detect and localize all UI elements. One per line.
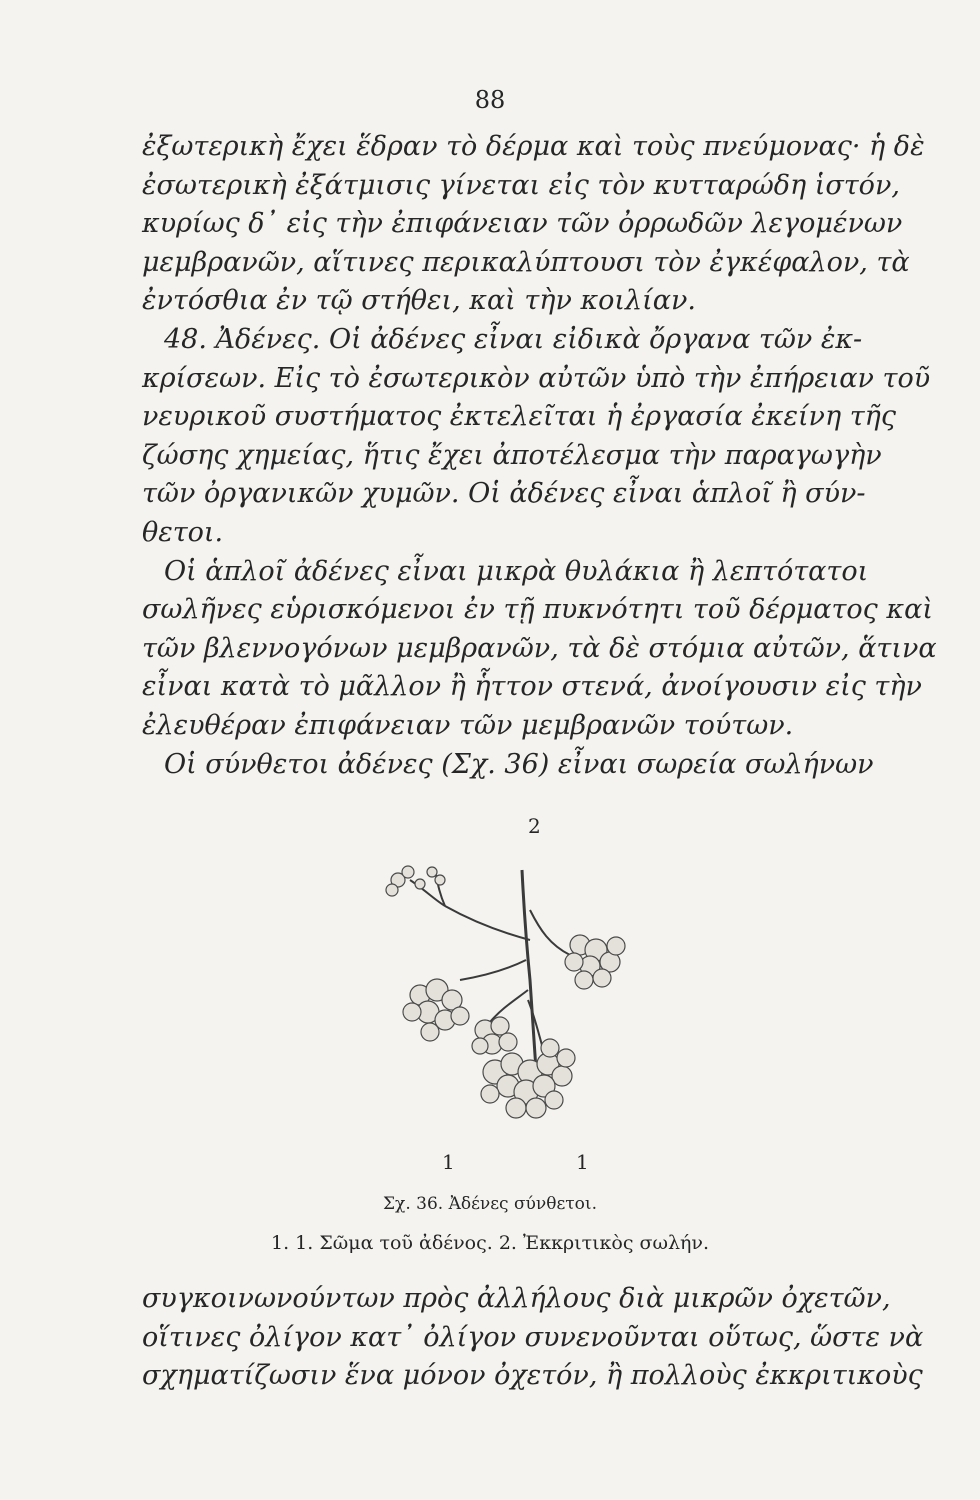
figure-caption: Σχ. 36. Ἀδένες σύνθετοι. bbox=[383, 1194, 597, 1214]
text-line: εἶναι κατὰ τὸ μᾶλλον ἢ ἧττον στενά, ἀνοίγουσιν εἰς τὴν bbox=[142, 671, 922, 703]
text-line: κρίσεων. Εἰς τὸ ἐσωτερικὸν αὐτῶν ὑπὸ τὴν ἐπήρειαν τοῦ bbox=[142, 362, 931, 394]
compound-gland-illustration bbox=[340, 850, 760, 1150]
text-line: τῶν ὀργανικῶν χυμῶν. Οἱ ἀδένες εἶναι ἁπλοῖ ἢ σύν- bbox=[142, 478, 866, 510]
text-line: ἐσωτερικὴ ἐξάτμισις γίνεται εἰς τὸν κυτταρώδη ἱστόν, bbox=[142, 169, 900, 201]
text-line: θετοι. bbox=[142, 516, 224, 548]
section-heading-line: 48. Ἀδένες. Οἱ ἀδένες εἶναι εἰδικὰ ὄργανα τῶν ἐκ- bbox=[164, 323, 863, 355]
text-line: κυρίως δ᾽ εἰς τὴν ἐπιφάνειαν τῶν ὀρρωδῶν λεγομένων bbox=[142, 208, 903, 240]
paragraph-start-line: Οἱ ἁπλοῖ ἀδένες εἶναι μικρὰ θυλάκια ἢ λεπτότατοι bbox=[164, 555, 869, 587]
text-line: νευρικοῦ συστήματος ἐκτελεῖται ἡ ἐργασία ἐκείνη τῆς bbox=[142, 401, 896, 433]
text-line: ζώσης χημείας, ἥτις ἔχει ἀποτέλεσμα τὴν παραγωγὴν bbox=[142, 439, 882, 471]
text-line: τῶν βλεννογόνων μεμβρανῶν, τὰ δὲ στόμια αὐτῶν, ἅτινα bbox=[142, 632, 937, 664]
text-line: ἐλευθέραν ἐπιφάνειαν τῶν μεμβρανῶν τούτων. bbox=[142, 709, 794, 741]
text-line: μεμβρανῶν, αἵτινες περικαλύπτουσι τὸν ἐγκέφαλον, τὰ bbox=[142, 246, 910, 278]
paragraph-start-line: Οἱ σύνθετοι ἀδένες (Σχ. 36) εἶναι σωρεία σωλήνων bbox=[164, 748, 874, 780]
body-text-bottom bbox=[142, 1280, 924, 1396]
text-line: σωλῆνες εὑρισκόμενοι ἐν τῇ πυκνότητι τοῦ δέρματος καὶ bbox=[142, 594, 933, 626]
figure-label-body-left: 1 bbox=[442, 1150, 455, 1174]
gland-figure bbox=[340, 810, 760, 1190]
figure-label-body-right: 1 bbox=[576, 1150, 589, 1174]
text-line: ἐντόσθια ἐν τῷ στήθει, καὶ τὴν κοιλίαν. bbox=[142, 285, 696, 317]
text-line: συγκοινωνούντων πρὸς ἀλλήλους διὰ μικρῶν ὀχετῶν, bbox=[142, 1283, 891, 1314]
figure-label-duct: 2 bbox=[528, 814, 541, 838]
text-line: σχηματίζωσιν ἕνα μόνον ὀχετόν, ἢ πολλοὺς ἐκκριτικοὺς bbox=[142, 1360, 923, 1392]
text-line: ἐξωτερικὴ ἔχει ἕδραν τὸ δέρμα καὶ τοὺς πνεύμονας· ἡ δὲ bbox=[142, 131, 925, 162]
page-number: 88 bbox=[474, 86, 506, 114]
text-line: οἵτινες ὀλίγον κατ᾽ ὀλίγον συνενοῦνται οὕτως, ὥστε νὰ bbox=[142, 1321, 924, 1353]
figure-legend: 1. 1. Σῶμα τοῦ ἀδένος. 2. Ἐκκριτικὸς σωλήν. bbox=[270, 1232, 710, 1254]
body-text-top bbox=[142, 128, 937, 784]
